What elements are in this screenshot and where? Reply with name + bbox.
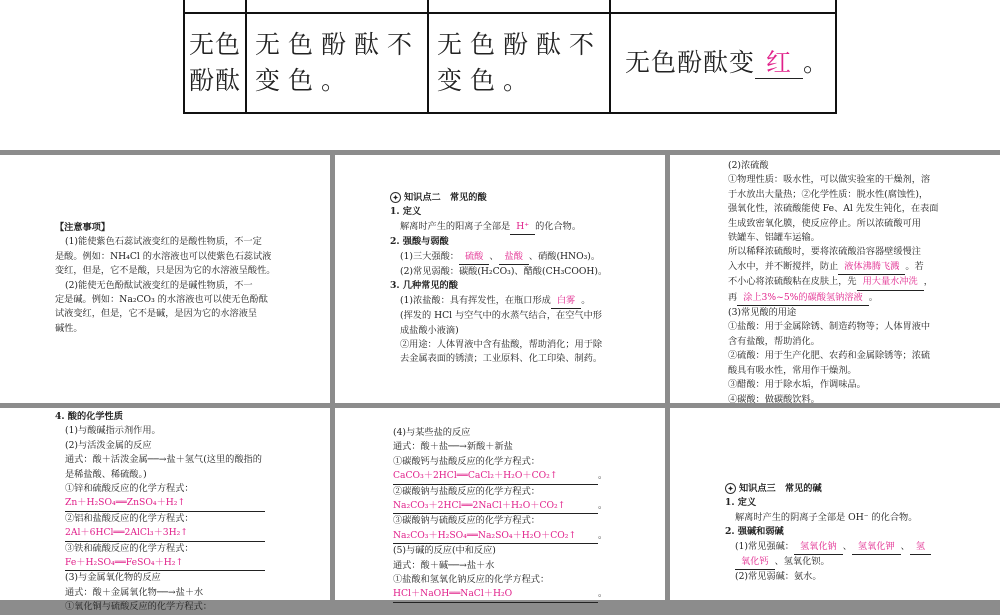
paragraph-line: 通式：酸＋金属氧化物──→盐＋水 xyxy=(65,586,204,598)
paragraph-line: 碱性。 xyxy=(55,322,83,334)
paragraph-line: 酸具有吸水性，常用作干燥剂。 xyxy=(728,364,857,376)
paragraph-line: (1)与酸碱指示剂作用。 xyxy=(65,425,161,437)
text: 、硝酸(HNO₃)。 xyxy=(528,250,601,262)
text: 。 xyxy=(868,291,878,303)
cell-text: 无色酚酞不变色。 xyxy=(437,30,603,95)
paragraph-line: 变红，但是，它不是酸，只是因为它的水溶液呈酸性。 xyxy=(55,265,276,277)
paragraph-line: 试液变红，但是，它不是碱，是因为它的水溶液呈 xyxy=(55,308,258,320)
paragraph-line: 于水放出大量热；②化学性质：脱水性(腐蚀性)， xyxy=(728,188,929,200)
subheading: 2. 强碱和弱碱 xyxy=(725,526,784,538)
answer-blank: 氢氧化钠 xyxy=(794,540,843,555)
text: (1)三大强酸： xyxy=(400,250,459,262)
subheading: 1. 定义 xyxy=(725,497,757,509)
subheading: 3. 几种常见的酸 xyxy=(390,280,458,292)
paragraph-line: (2)能使无色酚酞试液变红的是碱性物质，不一 xyxy=(65,279,253,291)
gear-icon: ✦ xyxy=(390,192,401,203)
answer-blank: 红 xyxy=(755,48,803,79)
subheading: 1. 定义 xyxy=(390,206,422,218)
paragraph-line: ②用途：人体胃液中含有盐酸，帮助消化；用于除 xyxy=(400,339,603,351)
paragraph-line: 铁罐车、铝罐车运输。 xyxy=(728,232,820,244)
paragraph-line: ③醋酸：用于除水垢，作调味品。 xyxy=(728,379,866,391)
section-heading xyxy=(725,482,994,496)
answer-blank: H⁺ xyxy=(510,220,535,235)
answer-blank: 液体沸腾飞溅 xyxy=(838,260,905,275)
slide-thumbnail-notes[interactable] xyxy=(0,155,330,403)
answer-blank: 盐酸 xyxy=(499,250,529,265)
cell-text: 无色酚酞变 xyxy=(625,48,756,77)
subheading: (4)与某些盐的反应 xyxy=(393,427,471,438)
answer-blank: 氢氧化钾 xyxy=(852,540,901,555)
cell-text: 无色酚酞不变色。 xyxy=(255,30,421,95)
paragraph-line: ③碳酸钠与硫酸反应的化学方程式： xyxy=(393,515,540,527)
equation-blank: Zn＋H₂SO₄══ZnSO₄＋H₂↑ xyxy=(65,496,265,511)
equation-blank: 2Al＋6HCl══2AlCl₃＋3H₂↑ xyxy=(65,526,265,541)
row-label xyxy=(184,13,246,113)
text: 、 xyxy=(489,250,499,262)
text: 。若 xyxy=(905,260,924,272)
text: ， xyxy=(923,276,933,288)
slide-thumbnail-common-bases[interactable] xyxy=(670,408,1000,600)
text: 、氢氧化钡。 xyxy=(774,556,830,568)
paragraph-line: 去金属表面的锈渍；工业原料、化工印染、制药。 xyxy=(400,353,603,365)
answer-blank: 涂上3%~5%的碳酸氢钠溶液 xyxy=(737,291,869,306)
paragraph-line: (2)常见弱酸：碳酸(H₂CO₃)、醋酸(CH₃COOH)。 xyxy=(400,266,608,278)
subheading: 2. 强酸与弱酸 xyxy=(390,236,449,248)
text: 不小心将浓硫酸粘在皮肤上，先 xyxy=(728,276,857,288)
paragraph-line: ②碳酸钠与盐酸反应的化学方程式： xyxy=(393,485,540,497)
text: 。 xyxy=(598,588,608,600)
section-heading xyxy=(390,191,659,205)
paragraph-line: ①盐酸：用于金属除锈、制造药物等；人体胃液中 xyxy=(728,321,931,333)
notes-heading: 【注意事项】 xyxy=(55,222,111,233)
table-row xyxy=(184,13,836,113)
subheading: (3)常见酸的用途 xyxy=(728,307,797,319)
cell-acid-a xyxy=(246,13,428,113)
slide-thumbnail-acid-salt-reactions[interactable] xyxy=(335,408,665,600)
text: 入水中，并不断搅拌，防止 xyxy=(728,260,839,272)
equation-blank: Na₂CO₃＋H₂SO₄══Na₂SO₄＋H₂O＋CO₂↑ xyxy=(393,529,598,544)
paragraph-line: ③铁和硫酸反应的化学方程式： xyxy=(65,542,194,554)
answer-blank: 氧化钙 xyxy=(735,555,775,570)
text: 的化合物。 xyxy=(535,220,582,232)
text: (1)常见强碱： xyxy=(735,540,794,552)
subheading: (2)浓硫酸 xyxy=(728,160,769,171)
cell-base xyxy=(610,13,836,113)
answer-blank: 白雾 xyxy=(551,294,581,309)
text: 、 xyxy=(900,540,910,552)
text: 。 xyxy=(581,294,591,306)
paragraph-line: (5)与碱的反应(中和反应) xyxy=(393,545,496,557)
cell-acid-b xyxy=(428,13,610,113)
paragraph-line: (1)能使紫色石蕊试液变红的是酸性物质，不一定 xyxy=(65,236,262,248)
paragraph-line: 生成致密氧化膜，使反应停止。所以浓硫酸可用 xyxy=(728,217,921,229)
gear-icon: ✦ xyxy=(725,483,736,494)
paragraph-line: 通式：酸＋盐──→新酸＋新盐 xyxy=(393,441,513,453)
section-title: 知识点二 常见的酸 xyxy=(404,192,487,203)
indicator-table xyxy=(183,0,837,114)
paragraph-line: ①氧化铜与硫酸反应的化学方程式： xyxy=(65,601,212,613)
paragraph-line: 含有盐酸，帮助消化。 xyxy=(728,335,820,347)
paragraph-line: 通式：酸＋活泼金属──→盐＋氢气(这里的酸指的 xyxy=(65,454,262,466)
slide-thumbnail-sulfuric-acid[interactable] xyxy=(670,155,1000,403)
paragraph-line: 所以稀释浓硫酸时，要将浓硫酸沿容器壁缓慢注 xyxy=(728,246,921,258)
equation-blank: CaCO₃＋2HCl══CaCl₂＋H₂O＋CO₂↑ xyxy=(393,469,598,484)
text: 。 xyxy=(598,529,608,541)
answer-blank: 氢 xyxy=(910,540,931,555)
row-label-text: 无色酚酞 xyxy=(189,30,242,95)
paragraph-line: ①物理性质：吸水性，可以做实验室的干燥剂，溶 xyxy=(728,174,931,186)
text: 。 xyxy=(598,500,608,512)
paragraph-line: ①碳酸钙与盐酸反应的化学方程式： xyxy=(393,455,540,467)
text: 解离时产生的阳离子全部是 xyxy=(400,220,511,232)
text: 。 xyxy=(598,470,608,482)
paragraph-line: 强氧化性，浓硫酸能使 Fe、Al 先发生钝化，在表面 xyxy=(728,203,939,215)
paragraph-line: (2)与活泼金属的反应 xyxy=(65,439,152,451)
paragraph-line: ①盐酸和氢氧化钠反应的化学方程式： xyxy=(393,574,550,586)
equation-blank: Fe＋H₂SO₄══FeSO₄＋H₂↑ xyxy=(65,556,265,571)
subheading: 4. 酸的化学性质 xyxy=(55,411,123,422)
text: 、 xyxy=(842,540,852,552)
equation-blank: Na₂CO₃＋2HCl══2NaCl＋H₂O＋CO₂↑ xyxy=(393,499,598,514)
paragraph-line: (挥发的 HCl 与空气中的水蒸气结合，在空气中形 xyxy=(400,310,602,322)
top-table-region xyxy=(0,0,1000,150)
paragraph-line: 定是碱。例如：Na₂CO₃ 的水溶液也可以使无色酚酞 xyxy=(55,294,268,306)
paragraph-line: 通式：酸＋碱──→盐＋水 xyxy=(393,559,495,571)
paragraph-line: 是酸。例如：NH₄Cl 的水溶液也可以使紫色石蕊试液 xyxy=(55,250,272,262)
answer-blank: 用大量水冲洗 xyxy=(857,275,924,290)
paragraph-line: (2)常见弱碱：氨水。 xyxy=(735,571,822,583)
slide-thumbnail-acid-properties[interactable] xyxy=(0,408,330,613)
cell-text: 。 xyxy=(803,48,830,77)
answer-blank: 硫酸 xyxy=(459,250,489,265)
paragraph-line: ①锌和硫酸反应的化学方程式： xyxy=(65,483,194,495)
text: 再 xyxy=(728,291,738,303)
text: (1)浓盐酸：具有挥发性，在瓶口形成 xyxy=(400,294,551,306)
table-row xyxy=(184,0,836,13)
paragraph-line: 是稀盐酸、稀硫酸。) xyxy=(65,468,147,480)
section-title: 知识点三 常见的碱 xyxy=(739,483,822,494)
paragraph-line: ④碳酸：做碳酸饮料。 xyxy=(728,393,820,405)
slide-thumbnail-common-acids[interactable] xyxy=(335,155,665,403)
paragraph-line: (3)与金属氧化物的反应 xyxy=(65,572,161,584)
paragraph-line: ②铝和盐酸反应的化学方程式： xyxy=(65,512,194,524)
paragraph-line: 解离时产生的阴离子全部是 OH⁻ 的化合物。 xyxy=(735,511,918,523)
equation-blank: HCl＋NaOH══NaCl＋H₂O xyxy=(393,587,598,602)
paragraph-line: ②硫酸：用于生产化肥、农药和金属除锈等；浓硫 xyxy=(728,350,931,362)
paragraph-line: 成盐酸小液滴) xyxy=(400,324,459,336)
